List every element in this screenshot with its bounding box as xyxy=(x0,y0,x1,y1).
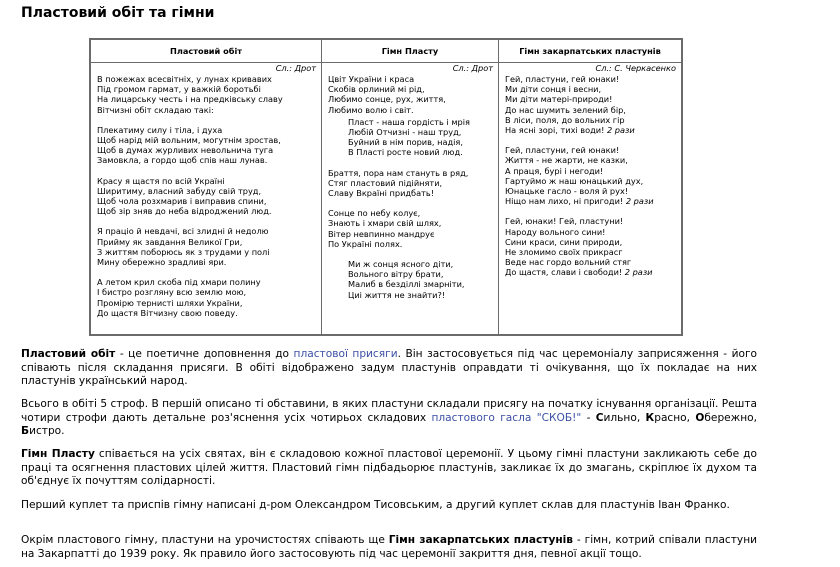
text: ильно, xyxy=(603,411,646,424)
verse-line: Браття, пора нам стануть в ряд, xyxy=(328,167,469,178)
column-header: Гімн закарпатських пластунів xyxy=(499,40,681,63)
verse-line: З життям поборюсь як з трудами у полі xyxy=(97,246,270,257)
stanza xyxy=(97,176,317,217)
paragraph-anthem xyxy=(21,448,757,489)
verse-line: Сини краси, сини природи, xyxy=(505,236,623,247)
column-oath xyxy=(91,40,321,334)
verse-line: Малиб в безділлі змарніти, xyxy=(348,279,465,290)
text: Окрім пластового гімну, пластуни на урочистостях співають ще xyxy=(21,534,389,546)
verses xyxy=(505,74,677,288)
verse-line: Прийму як завдання Великої Гри, xyxy=(97,236,243,247)
verse-line: Гартуймо ж наш юнацький дух, xyxy=(505,175,644,186)
column-plast-anthem xyxy=(321,40,498,334)
page-title: Пластовий обіт та гімни xyxy=(21,5,215,21)
verse-line: Ми діти матері-природи! xyxy=(505,94,613,105)
text: - це поетичне доповнення до xyxy=(115,348,294,360)
verse-line: Гей, пластуни, гей юнаки! xyxy=(505,145,620,156)
verse-line: Гей, пластуни, гей юнаки! xyxy=(505,74,620,84)
verse-line: На ясні зорі, тихі води! 2 рази xyxy=(505,125,635,136)
text: расно, xyxy=(654,411,696,424)
text: співається на усіх святах, він є складовою кожної пластової церемонії. У цьому гімні пластуни закликають себе до праці та осягнення пластових цілей життя. Пластовий гімн підбадьорює пластунів, закликає їх до змагань, скріплює їх духом та об'єднує їх почуттям солідарності. xyxy=(21,448,757,488)
text: истро. xyxy=(29,425,65,438)
verse-line: Скобів орлиний мі рід, xyxy=(328,84,425,95)
column-header: Пластовий обіт xyxy=(91,40,321,63)
verse-line: В ліси, поля, до вольних гір xyxy=(505,114,625,125)
stanza xyxy=(505,74,677,135)
term-oath: Пластовий обіт xyxy=(21,348,116,360)
verse-line: Ніщо нам лихо, ні пригоди! 2 рази xyxy=(505,196,654,207)
verse-line: Замовкла, а гордо щоб спів наш лунав. xyxy=(97,155,268,166)
repeat-note: 2 рази xyxy=(624,267,653,278)
verse-line: Стяг пластовий підійняти, xyxy=(328,177,443,188)
verse-line: Циі життя не знайти?! xyxy=(348,289,446,300)
verse-line: До щастя, слави і свободи! 2 рази xyxy=(505,267,653,278)
verse-line: Пласт - наша гордість і мрія xyxy=(348,116,470,127)
verse-line: А праця, бурі і негоди! xyxy=(505,165,604,176)
verse-line: Плекатиму силу і тіла, і духа xyxy=(97,124,223,135)
verse-line: На лицарську честь і на предківську славу xyxy=(97,94,283,105)
verse-line: Я праціо й невдачі, всі злидні й недолю xyxy=(97,226,269,237)
verse-line: Славу Вкраїні придбать! xyxy=(328,188,434,199)
link-motto[interactable]: пластового гасла "СКОБ!" xyxy=(431,411,582,424)
stanza xyxy=(328,74,494,115)
author-credit: Сл.: Дрот xyxy=(452,63,493,73)
author-credit: Сл.: Дрот xyxy=(275,63,316,73)
verse-line: Веде нас гордо вольний стяг xyxy=(505,257,632,268)
verse-line: По Україні полях. xyxy=(328,238,403,249)
stanza xyxy=(328,208,494,249)
verse-line: Промірю тернисті шляхи України, xyxy=(97,297,243,308)
verse-line: А летом крил скоба під хмари полину xyxy=(97,277,261,288)
verse-line: Вітер невпинно мандрує xyxy=(328,228,435,239)
verse-line: Під громом гармат, у важкій боротьбі xyxy=(97,84,261,95)
stanza xyxy=(505,216,677,277)
verse-line: Любимо волю і світ. xyxy=(328,104,414,115)
author-credit: Сл.: С. Черкасенко xyxy=(595,63,676,73)
verse-line: Життя - не жарти, не казки, xyxy=(505,155,628,166)
verse-line: Вітчизні обіт складаю такі: xyxy=(97,104,214,115)
verse-line: Знають і хмари свій шлях, xyxy=(328,218,442,229)
paragraph-oath xyxy=(21,348,757,389)
letter-b: Б xyxy=(21,425,30,438)
verse-line: Юнацьке гасло - воля й рух! xyxy=(505,186,629,197)
stanza xyxy=(97,226,317,267)
verses xyxy=(97,74,317,328)
term-transcarpathian: Гімн закарпатських пластунів xyxy=(388,534,574,546)
stanza xyxy=(97,125,317,166)
stanza xyxy=(505,145,677,206)
verse-line: Гей, юнаки! Гей, пластуни! xyxy=(505,216,624,227)
verse-line: До щастя Вітчизну свою поведу. xyxy=(97,307,238,318)
verse-line: Щоб зір зняв до неба відроджений люд. xyxy=(97,206,272,217)
repeat-note: 2 рази xyxy=(625,196,654,207)
verse-line: Сонце по небу колує, xyxy=(328,208,421,219)
column-transcarpathian-anthem xyxy=(498,40,681,334)
verse-line: Ширитиму, власний забуду свій труд, xyxy=(97,185,262,196)
verse-line: Мину обережно зрадливі яри. xyxy=(97,257,227,268)
verse-line: Красу я щастя по всій Україні xyxy=(97,175,225,186)
letter-o: О xyxy=(695,411,705,424)
stanza xyxy=(328,117,494,158)
text: бережно, xyxy=(704,411,758,424)
paragraph-authors xyxy=(21,499,757,513)
verse-line: Буйний в нім порив, надія, xyxy=(348,137,463,148)
paragraph-transcarpathian xyxy=(21,534,757,561)
paragraph-stanzas xyxy=(21,398,757,439)
text: - гімн, котрий співали пластуни на Закарпатті до 1939 року. Як правило його застосовують під час церемонії закриття дня, певної акції тощо. xyxy=(21,534,758,560)
verse-line: Цвіт України і краса xyxy=(328,74,415,84)
repeat-note: 2 рази xyxy=(607,125,635,136)
text: Всього в обіті 5 строф. В першій описано ті обставини, в яких пластуни складали присягу на початку існування організації. Решта чотири строфи дають детальне роз'яснення усіх чотирьох складових xyxy=(21,398,757,424)
verse-line: В Пласті росте новий люд. xyxy=(348,147,463,158)
verse-line: Не зломимо своїх прикрасг xyxy=(505,247,623,258)
verse-line: Ми діти сонця і весни, xyxy=(505,84,602,95)
term-anthem: Гімн Пласту xyxy=(21,448,95,460)
verse-line: Щоб в думах журливих невольнича туга xyxy=(97,145,274,156)
verses xyxy=(328,74,494,310)
verse-line: Вольного вітру брати, xyxy=(348,269,444,280)
text: - xyxy=(581,411,596,424)
verse-line: Любимо сонце, рух, життя, xyxy=(328,94,446,105)
verse-line: До нас шумить зелений бір, xyxy=(505,104,626,115)
letter-k: К xyxy=(645,411,655,424)
stanza xyxy=(328,168,494,199)
verse-line: І бистро розгляну всю землю мою, xyxy=(97,287,247,298)
verse-line: Ми ж сонця ясного діти, xyxy=(348,259,454,270)
text: Перший куплет та приспів гімну написані д-ром Олександром Тисовським, а другий куплет склав для пластунів Іван Франко. xyxy=(21,499,730,511)
verse-line: Народу вольного сини! xyxy=(505,226,606,237)
verse-line: Любій Отчизні - наш труд, xyxy=(348,127,462,138)
text: . Він застосовується під час церемоніалу заприсяження - його співають після складання присяги. В обіті відображено задум пластунів оправдати ті очікування, що їх покладає на них пластунів український народ. xyxy=(21,348,758,388)
stanza xyxy=(328,259,494,300)
link-oath[interactable]: пластової присяги xyxy=(293,348,398,360)
column-header: Гімн Пласту xyxy=(322,40,498,63)
stanza xyxy=(97,277,317,318)
verse-line: Щоб чола розхмарив і виправив спини, xyxy=(97,196,267,207)
verse-line: Щоб нарід мій вольним, могутнім зростав, xyxy=(97,135,281,146)
stanza xyxy=(97,74,317,115)
anthems-table xyxy=(89,38,683,336)
verse-line: В пожежах всесвітніх, у лунах кривавих xyxy=(97,74,272,84)
letter-s: С xyxy=(595,411,604,424)
